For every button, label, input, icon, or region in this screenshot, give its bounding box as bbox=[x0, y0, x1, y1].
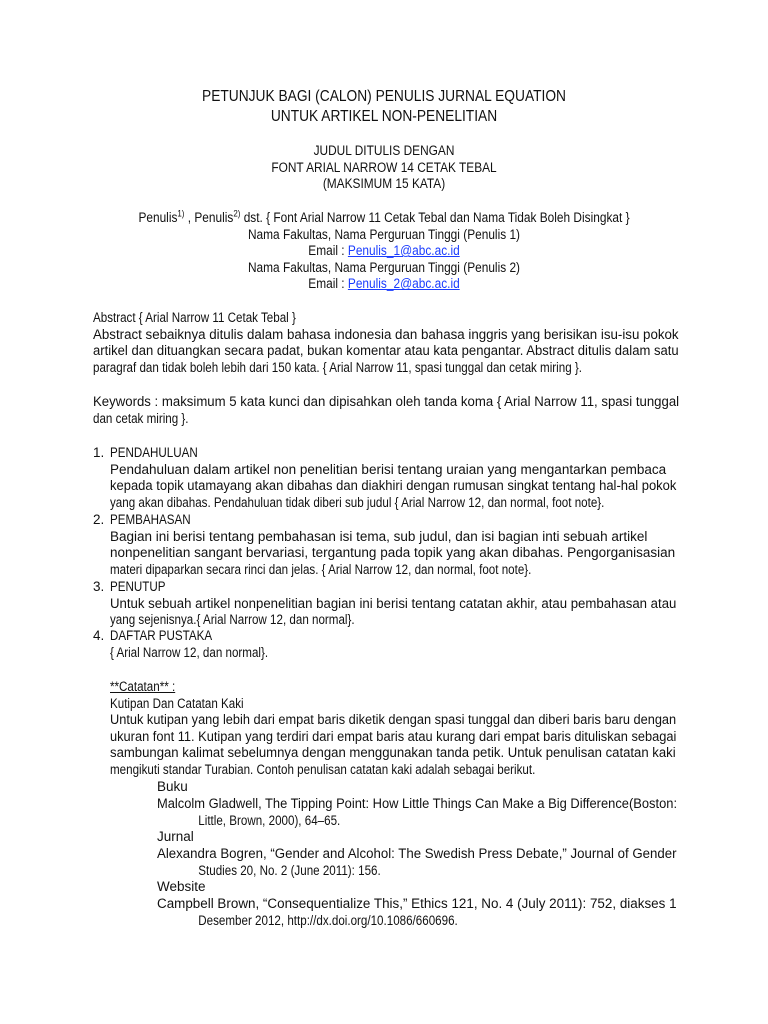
subtitle-line-3: (MAKSIMUM 15 KATA) bbox=[322, 176, 446, 192]
affiliation-2: Nama Fakultas, Nama Perguruan Tinggi (Penulis 2) bbox=[247, 259, 521, 275]
affiliation-1: Nama Fakultas, Nama Perguruan Tinggi (Penulis 1) bbox=[247, 226, 521, 242]
notes-line: mengikuti standar Turabian. Contoh penulisan catatan kaki adalah sebagai berikut. bbox=[110, 761, 536, 777]
keywords-block bbox=[93, 394, 679, 427]
abstract-line: Abstract sebaiknya ditulis dalam bahasa indonesia dan bahasa inggris yang berisikan isu-isu pokok bbox=[93, 326, 679, 342]
email-line-1 bbox=[46, 243, 722, 260]
section-line: nonpenelitian sangant bervariasi, tergantung pada topik yang akan dibahas. Pengorganisasian bbox=[110, 545, 676, 561]
section-line: Bagian ini berisi tentang pembahasan isi tema, sub judul, dan isi bagian inti sebuah artikel bbox=[110, 528, 648, 544]
section-line: Pendahuluan dalam artikel non penelitian berisi tentang uraian yang mengantarkan pembaca bbox=[110, 461, 667, 477]
citation-line: Little, Brown, 2000), 64–65. bbox=[198, 812, 341, 828]
citation-line: Studies 20, No. 2 (June 2011): 156. bbox=[198, 862, 381, 878]
example-label-website: Website bbox=[157, 879, 206, 894]
section-pendahuluan bbox=[110, 445, 676, 511]
abstract-heading: Abstract { Arial Narrow 11 Cetak Tebal } bbox=[93, 310, 296, 325]
section-2-number: 2. bbox=[93, 512, 105, 527]
notes-line: sambungan kalimat sebelumnya dengan menggunakan tanda petik. Untuk penulisan catatan kaki bbox=[110, 745, 676, 761]
section-heading: PENUTUP bbox=[110, 579, 166, 594]
title-line-1: PETUNJUK BAGI (CALON) PENULIS JURNAL EQUATION bbox=[202, 88, 566, 105]
section-daftar-pustaka bbox=[110, 628, 676, 661]
abstract-block bbox=[93, 310, 679, 376]
section-line: Untuk sebuah artikel nonpenelitian bagian ini berisi tentang catatan akhir, atau pembahasan atau bbox=[110, 595, 677, 611]
citation-line: Desember 2012, http://dx.doi.org/10.1086/660696. bbox=[198, 912, 458, 928]
notes-heading: **Catatan** : bbox=[110, 679, 176, 694]
notes-block bbox=[110, 679, 676, 779]
citation-line: Alexandra Bogren, “Gender and Alcohol: The Swedish Press Debate,” Journal of Gender bbox=[157, 846, 677, 861]
citation-line: Campbell Brown, “Consequentialize This,” Ethics 121, No. 4 (July 2011): 752, diakses 1 bbox=[157, 896, 677, 911]
authors-block bbox=[0, 210, 768, 293]
author-1-name: Penulis bbox=[138, 210, 178, 225]
subtitle-line-2: FONT ARIAL NARROW 14 CETAK TEBAL bbox=[271, 159, 497, 175]
author-1-superscript: 1) bbox=[177, 208, 185, 219]
subtitle-line-1: JUDUL DITULIS DENGAN bbox=[313, 143, 455, 158]
section-heading: PEMBAHASAN bbox=[110, 512, 191, 527]
keywords-line: dan cetak miring }. bbox=[93, 410, 189, 426]
section-line: yang akan dibahas. Pendahuluan tidak diberi sub judul { Arial Narrow 12, dan normal, foot note}. bbox=[110, 494, 605, 510]
author-2-name: Penulis bbox=[194, 210, 234, 225]
document-title bbox=[0, 87, 768, 127]
email-label-2: Email : bbox=[308, 276, 348, 292]
example-citation-buku bbox=[157, 796, 677, 829]
email-line-2 bbox=[46, 276, 722, 293]
email-label-1: Email : bbox=[308, 243, 348, 259]
section-heading: PENDAHULUAN bbox=[110, 445, 198, 460]
section-penutup bbox=[110, 579, 676, 629]
citation-line: Malcolm Gladwell, The Tipping Point: How Little Things Can Make a Big Difference(Boston: bbox=[157, 796, 678, 811]
notes-line: Untuk kutipan yang lebih dari empat baris diketik dengan spasi tunggal dan diberi baris baru dengan bbox=[110, 712, 677, 728]
author-format-note: dst. { Font Arial Narrow 11 Cetak Tebal dan Nama Tidak Boleh Disingkat } bbox=[240, 210, 630, 225]
email-link-2[interactable]: Penulis_2@abc.ac.id bbox=[347, 276, 460, 292]
notes-subheading: Kutipan Dan Catatan Kaki bbox=[110, 695, 244, 711]
title-line-2: UNTUK ARTIKEL NON-PENELITIAN bbox=[270, 108, 498, 125]
section-line: kepada topik utamayang akan dibahas dan diakhiri dengan rumusan singkat tentang hal-hal pokok bbox=[110, 478, 677, 494]
keywords-line: Keywords : maksimum 5 kata kunci dan dipisahkan oleh tanda koma { Arial Narrow 11, spasi tunggal bbox=[93, 394, 680, 409]
author-line bbox=[46, 210, 722, 227]
author-separator: , bbox=[184, 210, 195, 225]
section-1-number: 1. bbox=[93, 445, 105, 460]
notes-line: ukuran font 11. Kutipan yang terdiri dari empat baris atau kurang dari empat baris dituliskan sebagai bbox=[110, 728, 677, 744]
example-label-buku: Buku bbox=[157, 779, 188, 794]
section-3-number: 3. bbox=[93, 579, 105, 594]
example-citation-website bbox=[157, 896, 677, 929]
section-line: yang sejenisnya.{ Arial Narrow 12, dan normal}. bbox=[110, 612, 355, 628]
section-heading: DAFTAR PUSTAKA bbox=[110, 628, 213, 643]
section-pembahasan bbox=[110, 512, 676, 578]
section-line: { Arial Narrow 12, dan normal}. bbox=[110, 644, 269, 660]
example-citation-jurnal bbox=[157, 846, 677, 879]
abstract-line: artikel dan dituangkan secara padat, bukan komentar atau kata pengantar. Abstract ditulis dalam satu bbox=[93, 343, 679, 359]
example-label-jurnal: Jurnal bbox=[157, 829, 194, 844]
section-line: materi dipaparkan secara rinci dan jelas. { Arial Narrow 12, dan normal, foot note}. bbox=[110, 561, 532, 577]
author-2-superscript: 2) bbox=[233, 208, 241, 219]
subtitle-block bbox=[0, 143, 768, 193]
abstract-line: paragraf dan tidak boleh lebih dari 150 kata. { Arial Narrow 11, spasi tunggal dan cetak miring }. bbox=[93, 359, 583, 375]
email-link-1[interactable]: Penulis_1@abc.ac.id bbox=[347, 243, 460, 259]
section-4-number: 4. bbox=[93, 628, 105, 643]
